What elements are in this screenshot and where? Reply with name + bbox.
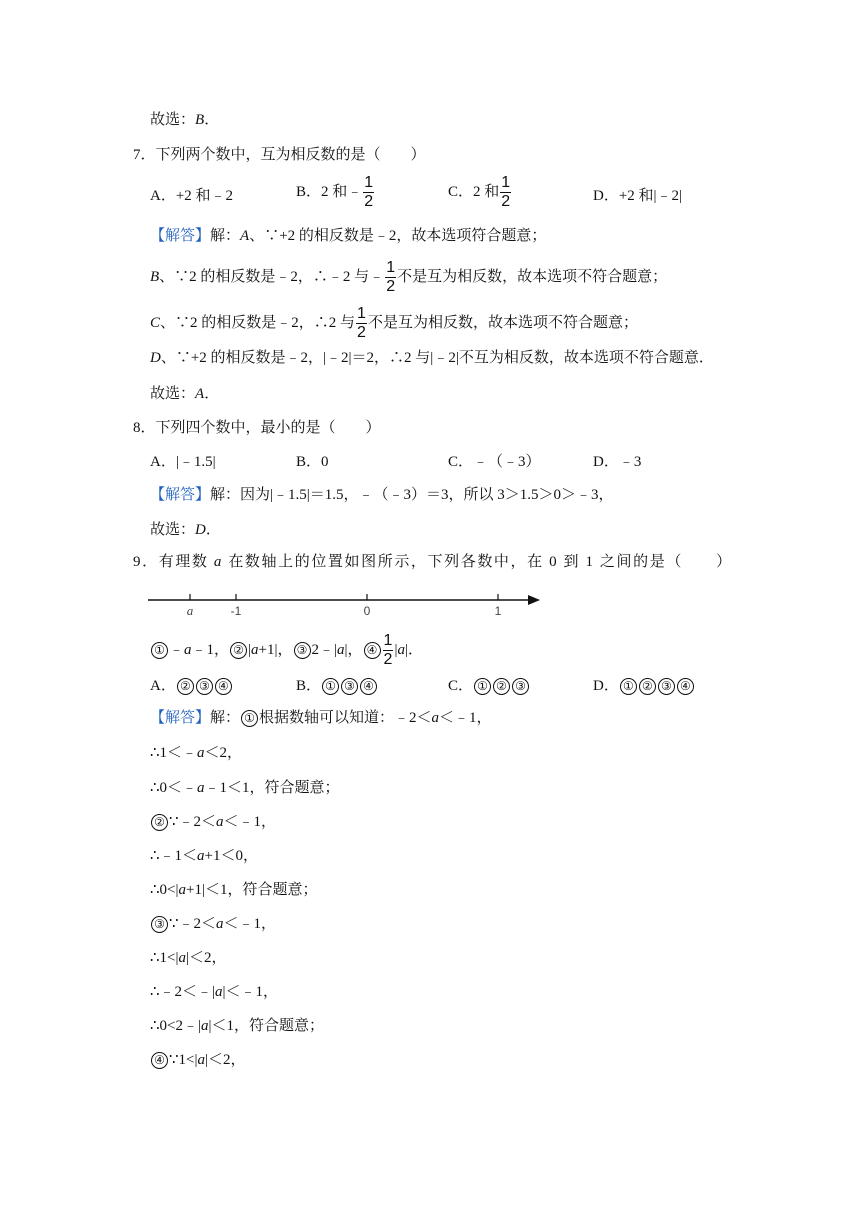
q7-answer: 故选：A． (150, 386, 220, 402)
q9-solution-3: ∴0＜﹣a﹣1＜1，符合题意； (150, 780, 340, 796)
arrow-head-icon (528, 595, 540, 605)
question-7-stem: 7．下列两个数中，互为相反数的是（ ） (133, 147, 426, 163)
q8-option-c: C．﹣（﹣3） (448, 454, 541, 470)
fraction: $\frac{1}{2}$ (383, 632, 393, 668)
q7-option-b: B．2 和﹣ $\frac{1}{2}$ (296, 174, 374, 210)
q7-solution-3: C、∵2 的相反数是﹣2，∴2 与 $\frac{1}{2}$ 不是互为相反数，故本选项不符合题意； (150, 305, 638, 341)
q7-option-a: A．+2 和﹣2 (150, 188, 234, 204)
q8-answer: 故选：D． (150, 522, 221, 538)
label-zero: 0 (363, 604, 371, 618)
label-one: 1 (494, 604, 502, 618)
q9-solution-8: ∴1<|a|＜2， (150, 950, 227, 966)
fraction: $\frac{1}{2}$ (364, 174, 374, 210)
fraction: $\frac{1}{2}$ (357, 305, 366, 341)
q9-items: ① ﹣a﹣1， ② |a+1|， ③ 2﹣|a|， ④ $\frac{1}{2}$ |a|． (150, 634, 423, 667)
question-9-stem: 9．有理数 a 在数轴上的位置如图所示，下列各数中，在 0 到 1 之间的是（ ） (133, 554, 733, 570)
answer-line-q6: 故选：B． (150, 112, 220, 128)
q7-solution-4: D、∵+2 的相反数是﹣2，|﹣2|＝2，∴2 与|﹣2|不互为相反数，故本选项不符合题意． (150, 350, 714, 366)
q8-solution: 【解答】解：因为|﹣1.5|＝1.5，﹣（﹣3）＝3，所以 3＞1.5＞0＞﹣3， (150, 487, 614, 503)
q8-option-d: D．﹣3 (593, 454, 642, 470)
q9-solution-1: 【解答】解： ① 根据数轴可以知道：﹣2＜a＜﹣1， (150, 710, 492, 726)
q9-solution-6: ∴0<|a+1|＜1，符合题意； (150, 882, 318, 898)
fraction: $\frac{1}{2}$ (501, 174, 511, 210)
label-a: a (186, 603, 194, 618)
q7-option-c: C．2 和 $\frac{1}{2}$ (448, 174, 511, 210)
q9-solution-4: ② ∵﹣2＜a＜﹣1， (150, 812, 276, 832)
q9-solution-2: ∴1＜﹣a＜2， (150, 745, 243, 761)
q9-option-d: D． ① ② ③ ④ (593, 676, 695, 696)
q7-solution-1: 【解答】解：A、∵+2 的相反数是﹣2，故本选项符合题意； (150, 228, 547, 244)
label-minus-one: -1 (230, 604, 242, 618)
question-8-stem: 8．下列四个数中，最小的是（ ） (133, 420, 381, 436)
fraction: $\frac{1}{2}$ (386, 259, 396, 295)
q9-solution-11: ④ ∵1<|a|＜2， (150, 1050, 246, 1070)
q9-option-b: B． ① ③ ④ (296, 676, 378, 696)
q9-solution-9: ∴﹣2＜﹣|a|＜﹣1， (150, 984, 279, 1000)
q9-option-a: A． ② ③ ④ (150, 676, 233, 696)
q8-option-b: B．0 (296, 454, 329, 470)
q8-option-a: A．|﹣1.5| (150, 454, 216, 470)
q9-option-c: C． ① ② ③ (448, 676, 530, 696)
q7-option-d: D．+2 和|﹣2| (593, 188, 683, 204)
q9-solution-10: ∴0<2﹣|a|＜1，符合题意； (150, 1018, 325, 1034)
q9-solution-5: ∴﹣1＜a+1＜0， (150, 848, 259, 864)
q7-solution-2: B、∵2 的相反数是﹣2，∴﹣2 与﹣ $\frac{1}{2}$ 不是互为相反数，故本选项不符合题意； (150, 259, 668, 295)
q9-solution-7: ③ ∵﹣2＜a＜﹣1， (150, 914, 276, 934)
number-line-figure (148, 590, 548, 620)
